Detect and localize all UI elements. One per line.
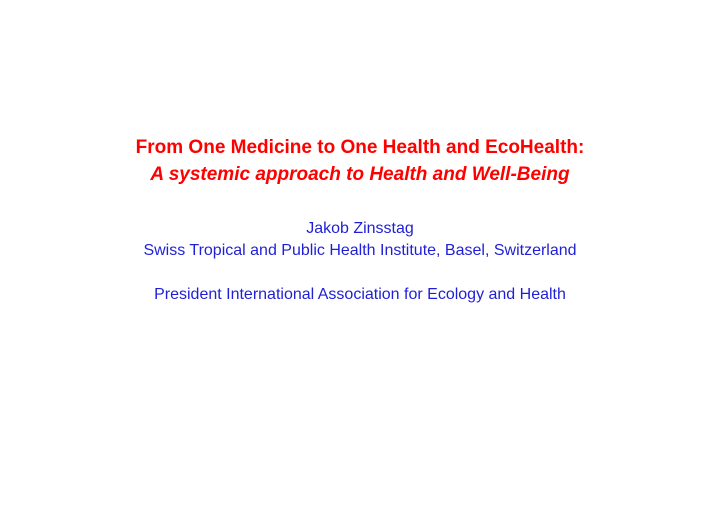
author-block [0, 218, 720, 306]
title-block [0, 134, 720, 188]
author-name: Jakob Zinsstag [306, 220, 414, 237]
slide-title: From One Medicine to One Health and EcoHealth: [135, 137, 585, 158]
slide-subtitle: A systemic approach to Health and Well-Being [150, 164, 570, 185]
spacer [0, 262, 720, 284]
author-role: President International Association for Ecology and Health [154, 286, 566, 303]
author-affiliation: Swiss Tropical and Public Health Institute, Basel, Switzerland [143, 242, 577, 259]
